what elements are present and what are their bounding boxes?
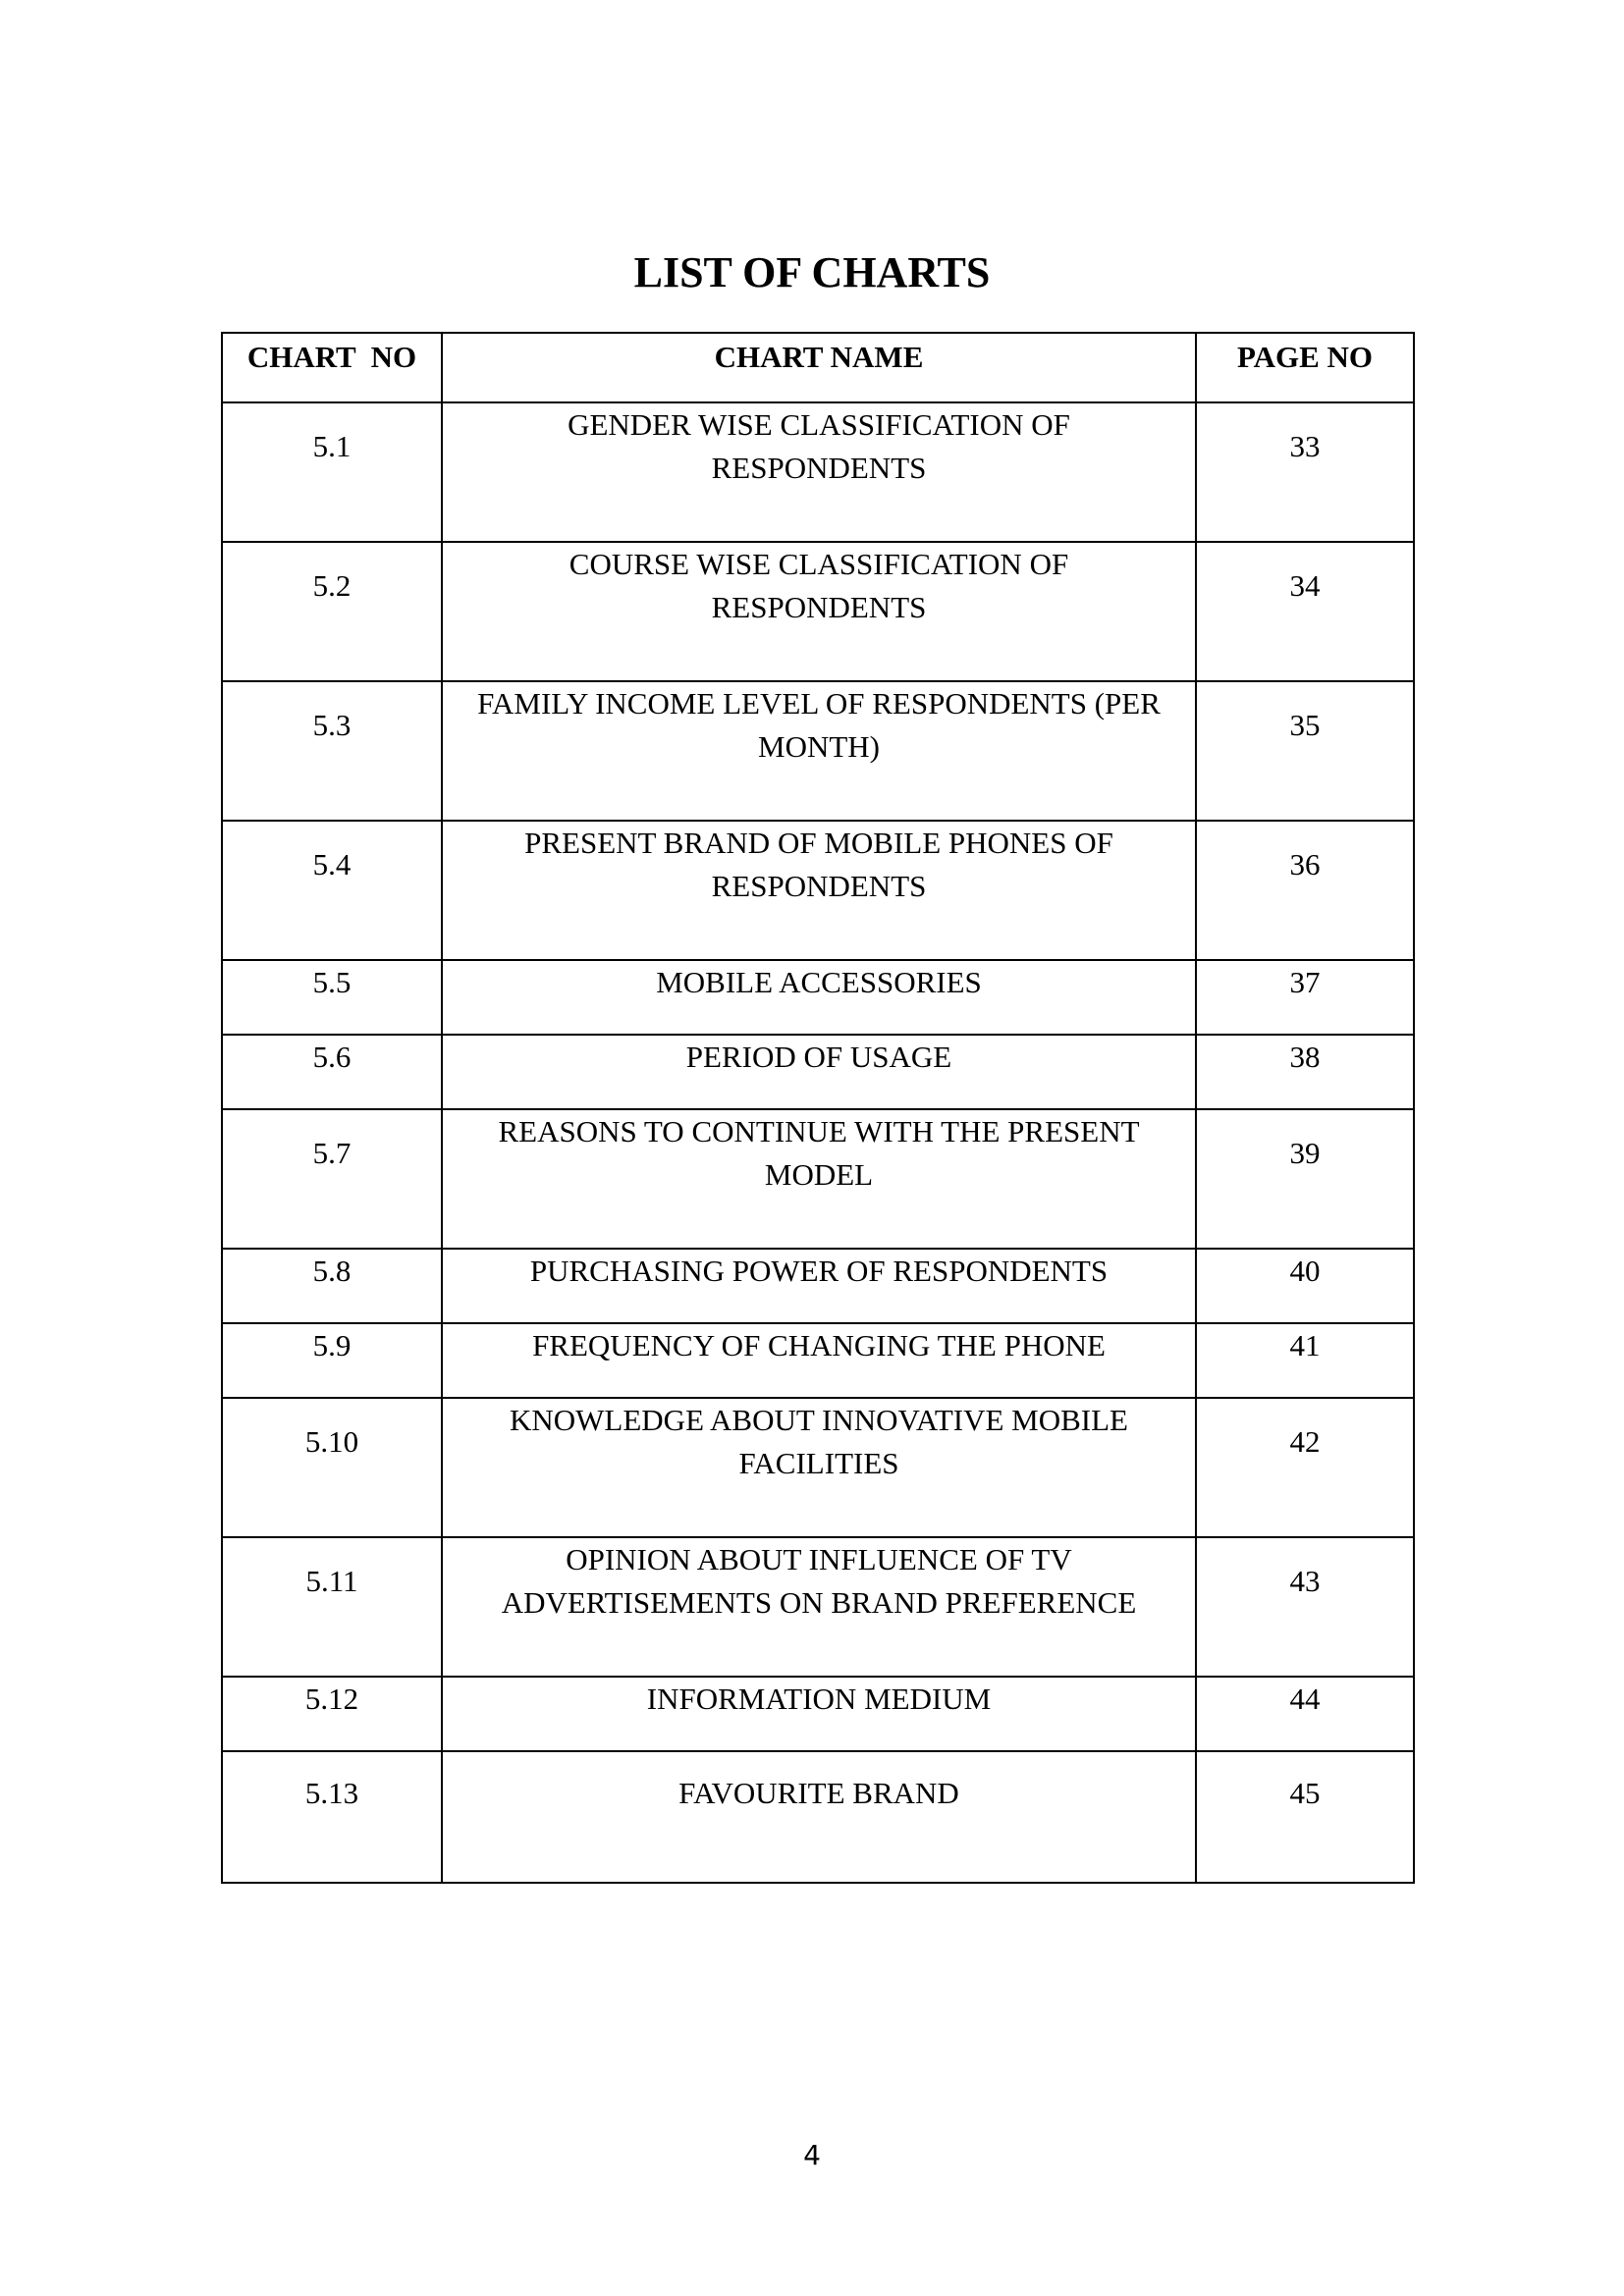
table-row <box>222 542 1414 681</box>
page-no-cell: 33 <box>1196 402 1414 542</box>
header-chart-name: CHART NAME <box>442 333 1196 402</box>
chart-name-cell: INFORMATION MEDIUM <box>442 1677 1196 1751</box>
chart-name-cell: KNOWLEDGE ABOUT INNOVATIVE MOBILE FACILITIES <box>442 1398 1196 1537</box>
page-no-cell: 42 <box>1196 1398 1414 1537</box>
page-no-cell: 43 <box>1196 1537 1414 1677</box>
chart-no-cell: 5.5 <box>222 960 442 1035</box>
table-row <box>222 1035 1414 1109</box>
chart-name-cell: FREQUENCY OF CHANGING THE PHONE <box>442 1323 1196 1398</box>
table-row <box>222 1249 1414 1323</box>
table-row <box>222 1537 1414 1677</box>
page-number: 4 <box>803 2139 821 2171</box>
chart-name-cell: REASONS TO CONTINUE WITH THE PRESENT MODEL <box>442 1109 1196 1249</box>
list-of-charts-table <box>221 332 1415 1884</box>
page-no-cell: 39 <box>1196 1109 1414 1249</box>
page-no-cell: 37 <box>1196 960 1414 1035</box>
table-row <box>222 1109 1414 1249</box>
chart-no-cell: 5.13 <box>222 1751 442 1883</box>
table-row <box>222 1751 1414 1883</box>
table-row <box>222 402 1414 542</box>
chart-name-cell: PERIOD OF USAGE <box>442 1035 1196 1109</box>
page-no-cell: 38 <box>1196 1035 1414 1109</box>
chart-name-cell: GENDER WISE CLASSIFICATION OF RESPONDENTS <box>442 402 1196 542</box>
chart-name-cell: OPINION ABOUT INFLUENCE OF TV ADVERTISEMENTS ON BRAND PREFERENCE <box>442 1537 1196 1677</box>
chart-no-cell: 5.1 <box>222 402 442 542</box>
page-no-cell: 34 <box>1196 542 1414 681</box>
table-row <box>222 681 1414 821</box>
page-no-cell: 44 <box>1196 1677 1414 1751</box>
table-row <box>222 1323 1414 1398</box>
table-row <box>222 960 1414 1035</box>
header-chart-no: CHART NO <box>222 333 442 402</box>
page-no-cell: 36 <box>1196 821 1414 960</box>
chart-name-cell: FAVOURITE BRAND <box>442 1751 1196 1883</box>
table-row <box>222 821 1414 960</box>
chart-no-cell: 5.3 <box>222 681 442 821</box>
chart-name-cell: PRESENT BRAND OF MOBILE PHONES OF RESPONDENTS <box>442 821 1196 960</box>
chart-no-cell: 5.9 <box>222 1323 442 1398</box>
chart-name-cell: MOBILE ACCESSORIES <box>442 960 1196 1035</box>
table-row <box>222 1398 1414 1537</box>
page-no-cell: 35 <box>1196 681 1414 821</box>
chart-no-cell: 5.11 <box>222 1537 442 1677</box>
chart-no-cell: 5.4 <box>222 821 442 960</box>
header-page-no: PAGE NO <box>1196 333 1414 402</box>
page-no-cell: 41 <box>1196 1323 1414 1398</box>
chart-no-cell: 5.2 <box>222 542 442 681</box>
chart-no-cell: 5.10 <box>222 1398 442 1537</box>
chart-no-cell: 5.8 <box>222 1249 442 1323</box>
chart-name-cell: PURCHASING POWER OF RESPONDENTS <box>442 1249 1196 1323</box>
table-header-row <box>222 333 1414 402</box>
page-no-cell: 45 <box>1196 1751 1414 1883</box>
chart-no-cell: 5.7 <box>222 1109 442 1249</box>
page-title: LIST OF CHARTS <box>633 248 991 296</box>
chart-name-cell: FAMILY INCOME LEVEL OF RESPONDENTS (PER MONTH) <box>442 681 1196 821</box>
chart-name-cell: COURSE WISE CLASSIFICATION OF RESPONDENTS <box>442 542 1196 681</box>
table-row <box>222 1677 1414 1751</box>
chart-no-cell: 5.12 <box>222 1677 442 1751</box>
chart-no-cell: 5.6 <box>222 1035 442 1109</box>
page-no-cell: 40 <box>1196 1249 1414 1323</box>
